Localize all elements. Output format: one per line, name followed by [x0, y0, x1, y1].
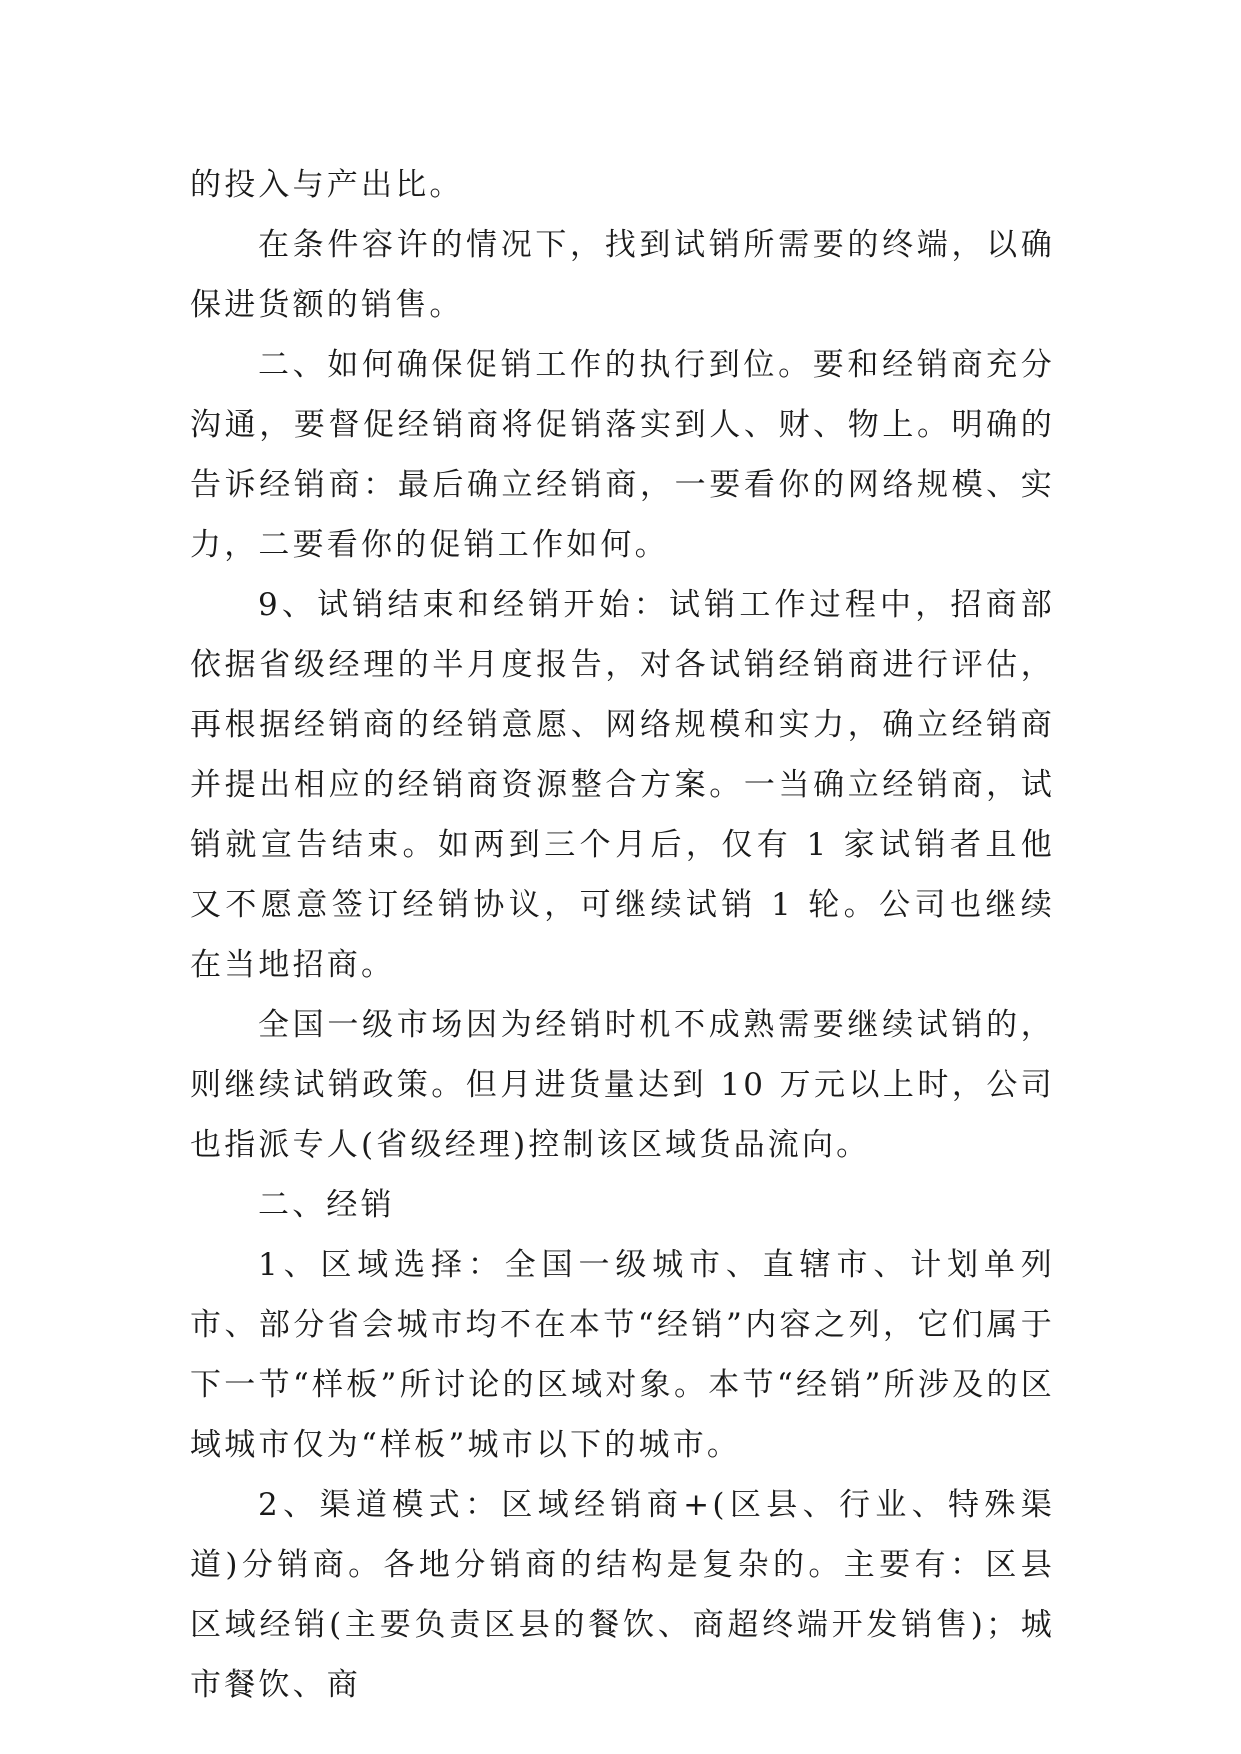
paragraph-first-tier-market: 全国一级市场因为经销时机不成熟需要继续试销的，则继续试销政策。但月进货量达到 10 万元以上时，公司也指派专人(省级经理)控制该区域货品流向。 — [190, 1007, 1055, 1163]
paragraph-promotion-execution: 二、如何确保促销工作的执行到位。要和经销商充分沟通，要督促经销商将促销落实到人、财、物上。明确的告诉经销商：最后确立经销商，一要看你的网络规模、实力，二要看你的促销工作如何。 — [190, 347, 1055, 563]
paragraph-trial-end: 9、试销结束和经销开始：试销工作过程中，招商部依据省级经理的半月度报告，对各试销经销商进行评估，再根据经销商的经销意愿、网络规模和实力，确立经销商并提出相应的经销商资源整合方案。一当确立经销商，试销就宣告结束。如两到三个月后，仅有 1 家试销者且他又不愿意签订经销协议，可继续试销 1 轮。公司也继续在当地招商。 — [190, 587, 1055, 983]
document-body — [190, 155, 1055, 1715]
paragraph-terminal-note: 在条件容许的情况下，找到试销所需要的终端，以确保进货额的销售。 — [190, 227, 1055, 323]
section-heading-distribution: 二、经销 — [258, 1187, 395, 1223]
paragraph-region-selection: 1、区域选择：全国一级城市、直辖市、计划单列市、部分省会城市均不在本节“经销”内容之列，它们属于下一节“样板”所讨论的区域对象。本节“经销”所涉及的区域城市仅为“样板”城市以下的城市。 — [190, 1247, 1055, 1463]
paragraph-channel-mode: 2、渠道模式：区域经销商+(区县、行业、特殊渠道)分销商。各地分销商的结构是复杂的。主要有：区县区域经销(主要负责区县的餐饮、商超终端开发销售)；城市餐饮、商 — [190, 1487, 1055, 1703]
paragraph-continuation: 的投入与产出比。 — [190, 167, 464, 203]
